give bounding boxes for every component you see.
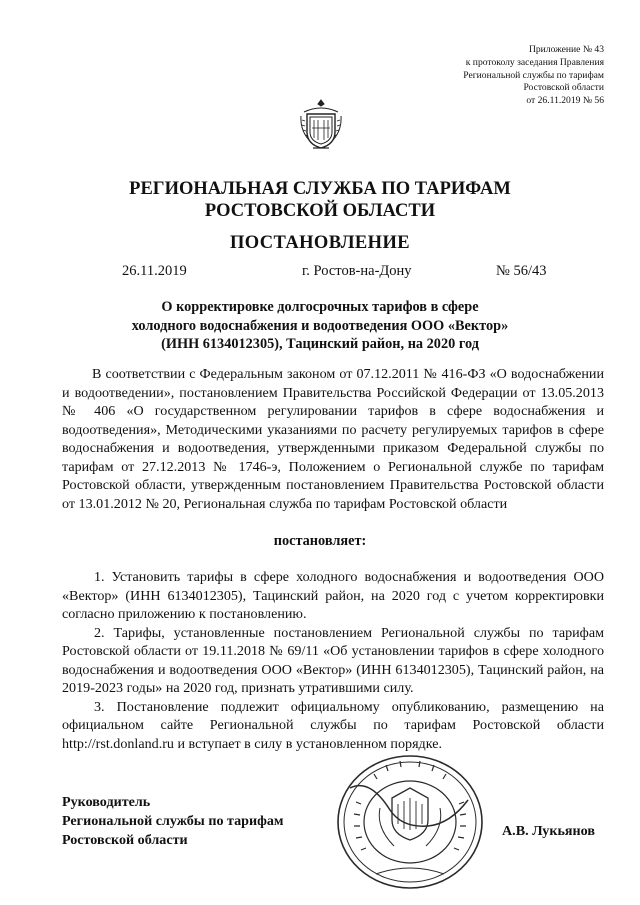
document-meta [0,263,640,281]
appendix-line: от 26.11.2019 № 56 [526,95,604,107]
document-city: г. Ростов-на-Дону [302,263,412,279]
agency-title-line: РОСТОВСКОЙ ОБЛАСТИ [204,201,436,221]
appendix-line: Региональной службы по тарифам [463,69,604,81]
subject-line: (ИНН 6134012305), Тацинский район, на 2020 год [161,336,479,352]
appendix-line: к протоколу заседания Правления [465,56,604,68]
resolution-items [62,568,604,753]
document-date: 26.11.2019 [122,263,187,279]
appendix-note [364,44,604,108]
appendix-line: Ростовской области [523,82,604,94]
signer-role-line: Ростовской области [62,832,188,848]
document-subject [0,298,640,354]
coat-of-arms-icon [298,98,344,152]
official-seal-icon [330,748,490,893]
resolution-item: 2. Тарифы, установленные постановлением Региональной службы по тарифам Ростовской области от 19.11.2018 № 69/11 «Об установлении тарифов в сфере холодного водоснабжения и водоотведения ООО «Вектор» (ИНН 6134012305), Тацинский район, на 2019-2023 годы» на 2020 год, признать утратившими силу. [62,624,604,696]
agency-title-line: РЕГИОНАЛЬНАЯ СЛУЖБА ПО ТАРИФАМ [129,179,511,199]
resolution-item: 3. Постановление подлежит официальному опубликованию, размещению на официальном сайте Региональной службы по тарифам Ростовской области http://rst.donland.ru и вступает в силу в установленном порядке. [62,698,604,752]
resolves-heading: постановляет: [273,533,367,549]
resolution-item: 1. Установить тарифы в сфере холодного водоснабжения и водоотведения ООО «Вектор» (ИНН 6134012305), Тацинский район, на 2020 год с учетом корректировки согласно приложению к постановлению. [62,569,604,622]
document-type: ПОСТАНОВЛЕНИЕ [229,233,410,253]
agency-title [0,178,640,222]
signer-role-line: Руководитель [62,794,151,810]
signer-role [62,793,284,850]
appendix-line: Приложение № 43 [528,44,604,55]
subject-line: О корректировке долгосрочных тарифов в сфере [161,299,479,315]
signer-name: А.В. Лукьянов [502,823,595,839]
legal-basis-paragraph: В соответствии с Федеральным законом от 07.12.2011 № 416-ФЗ «О водоснабжении и водоотведении», постановлением Правительства Российской Федерации от 13.05.2013 № 406 «О государственном регулировании тарифов в сфере водоснабжения и водоотведения», Методическими указаниями по расчету регулируемых тарифов в сфере водоснабжения и водоотведения, утвержденными приказом Федеральной службы по тарифам от 27.12.2013 № 1746-э, Положением о Региональной службе по тарифам Ростовской области, утвержденным постановлением Правительства Ростовской области от 13.01.2012 № 20, Региональная служба по тарифам Ростовской области [62,366,604,512]
document-number: № 56/43 [496,263,547,279]
subject-line: холодного водоснабжения и водоотведения ООО «Вектор» [131,317,509,334]
signer-role-line: Региональной службы по тарифам [62,813,284,829]
